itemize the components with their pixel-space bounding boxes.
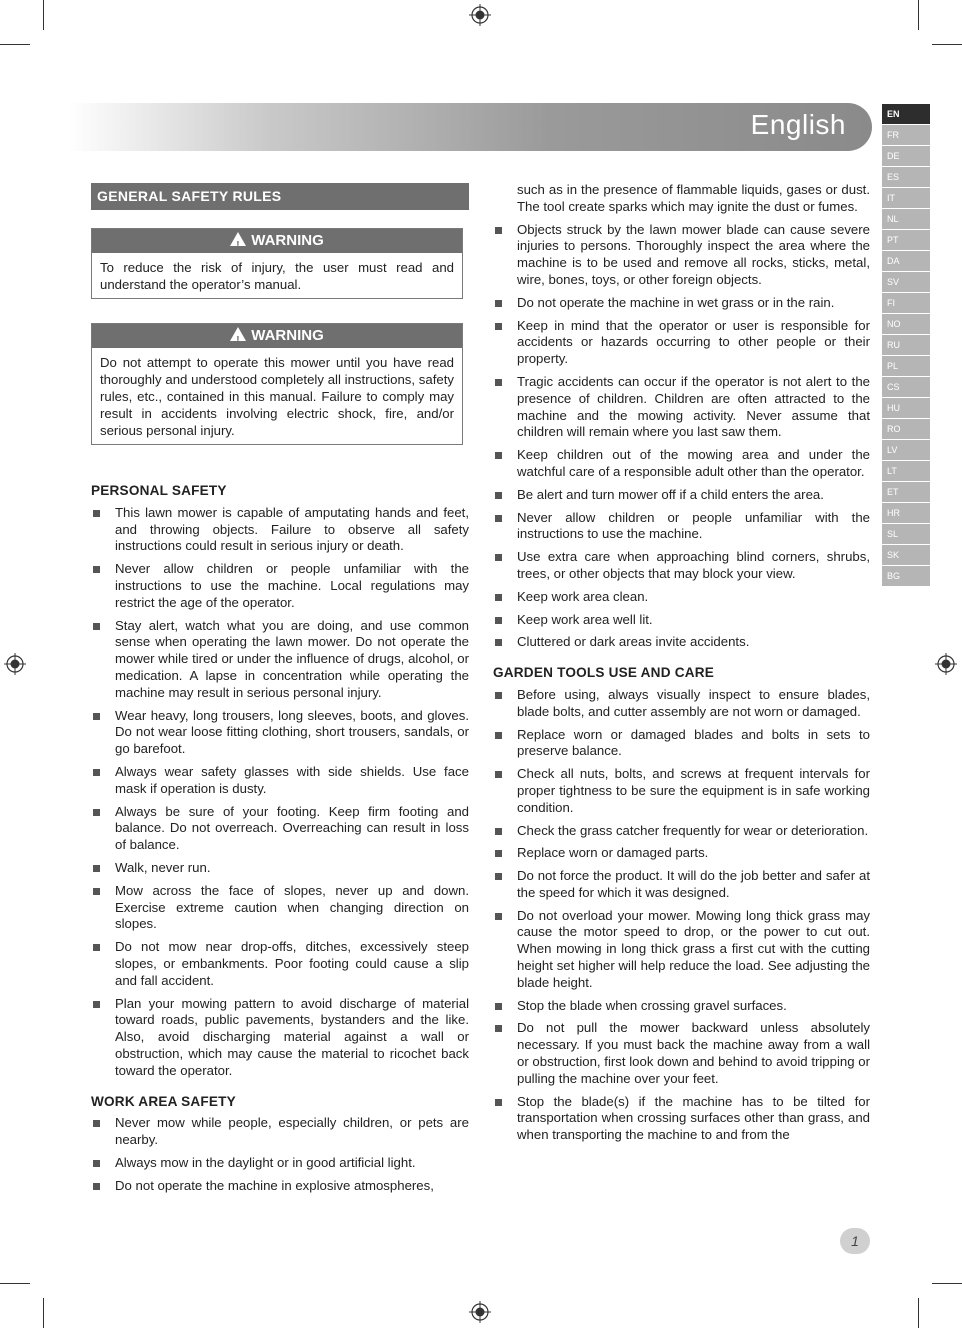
list-item: Keep children out of the mowing area and under the watchful care of a responsible adult other than the operator. xyxy=(493,447,870,481)
list-item: Keep work area well lit. xyxy=(493,612,870,629)
list-item: Do not force the product. It will do the job better and safer at the speed for which it was designed. xyxy=(493,868,870,902)
warning-triangle-icon xyxy=(230,327,246,341)
tab-lang-nl[interactable]: NL xyxy=(882,209,930,229)
list-item: Stop the blade(s) if the machine has to be tilted for transportation when crossing surfaces other than grass, and when transporting the machine to and from the xyxy=(493,1094,870,1144)
crop-mark xyxy=(0,44,30,45)
personal-safety-heading: PERSONAL SAFETY xyxy=(91,483,227,498)
crop-mark xyxy=(932,1283,962,1284)
list-item: Mow across the face of slopes, never up and down. Exercise extreme caution when changing direction on slopes. xyxy=(91,883,469,933)
list-item: Never allow children or people unfamiliar with the instructions to use the machine. Local regulations may restrict the age of the operator. xyxy=(91,561,469,611)
crop-mark xyxy=(932,44,962,45)
header-band xyxy=(68,103,872,151)
list-item: Plan your mowing pattern to avoid discharge of material toward roads, public pavements, bystanders and the like. Also, avoid discharging material against a wall or obstruction, which may cause the material to ricochet back toward the operator. xyxy=(91,996,469,1080)
registration-mark-icon xyxy=(935,653,957,675)
list-item: Wear heavy, long trousers, long sleeves, boots, and gloves. Do not wear loose fitting clothing, short trousers, sandals, or go barefoot. xyxy=(91,708,469,758)
warning-header xyxy=(92,324,462,348)
tab-lang-da[interactable]: DA xyxy=(882,251,930,271)
registration-mark-icon xyxy=(469,4,491,26)
tab-lang-pt[interactable]: PT xyxy=(882,230,930,250)
work-area-safety-list xyxy=(91,1115,469,1194)
list-item: Before using, always visually inspect to ensure blades, blade bolts, and cutter assembly are not worn or damaged. xyxy=(493,687,870,721)
list-item-continued: such as in the presence of flammable liquids, gases or dust. The tool create sparks which may ignite the dust or fumes. xyxy=(517,182,870,214)
tab-lang-it[interactable]: IT xyxy=(882,188,930,208)
warning-label: WARNING xyxy=(251,232,324,249)
registration-mark-icon xyxy=(469,1301,491,1323)
personal-safety-list xyxy=(91,505,469,1080)
crop-mark xyxy=(43,1298,44,1328)
warning-box xyxy=(91,228,463,299)
tab-lang-es[interactable]: ES xyxy=(882,167,930,187)
list-item: Do not pull the mower backward unless absolutely necessary. If you must back the machine away from a wall or obstruction, first look down and behind to avoid tripping or pulling the machine over your feet. xyxy=(493,1020,870,1087)
section-title: GENERAL SAFETY RULES xyxy=(91,183,469,210)
list-item: Cluttered or dark areas invite accidents. xyxy=(493,634,870,651)
work-area-safety-heading: WORK AREA SAFETY xyxy=(91,1093,236,1109)
tab-lang-de[interactable]: DE xyxy=(882,146,930,166)
crop-mark xyxy=(918,0,919,30)
tab-lang-sk[interactable]: SK xyxy=(882,545,930,565)
tab-lang-fi[interactable]: FI xyxy=(882,293,930,313)
list-item: Do not overload your mower. Mowing long thick grass may cause the motor speed to drop, or the power to cut out. When mowing in long thick grass a first cut with the cutting height set higher will help reduce the load. See adjusting the blade height. xyxy=(493,908,870,992)
list-item: Stop the blade when crossing gravel surfaces. xyxy=(493,998,870,1015)
list-item: Walk, never run. xyxy=(91,860,469,877)
tab-lang-lt[interactable]: LT xyxy=(882,461,930,481)
warning-triangle-icon xyxy=(230,232,246,246)
list-item: This lawn mower is capable of amputating hands and feet, and throwing objects. Failure to observe all safety instructions could result in serious injury or death. xyxy=(91,505,469,555)
left-column xyxy=(91,183,469,1200)
right-column xyxy=(493,182,870,1150)
list-item: Be alert and turn mower off if a child enters the area. xyxy=(493,487,870,504)
tab-lang-sv[interactable]: SV xyxy=(882,272,930,292)
tab-lang-ro[interactable]: RO xyxy=(882,419,930,439)
list-item: Do not operate the machine in explosive atmospheres, xyxy=(91,1178,469,1195)
crop-mark xyxy=(0,1283,30,1284)
registration-mark-icon xyxy=(4,653,26,675)
list-item: Always be sure of your footing. Keep firm footing and balance. Do not overreach. Overreaching can result in loss of balance. xyxy=(91,804,469,854)
list-item: Check the grass catcher frequently for wear or deterioration. xyxy=(493,823,870,840)
warning-text: Do not attempt to operate this mower until you have read thoroughly and understood completely all instructions, safety rules, etc., contained in this manual. Failure to comply may result in accidents involving electric shock, fire, and/or serious personal injury. xyxy=(100,355,454,438)
warning-text: To reduce the risk of injury, the user must read and understand the operator’s manual. xyxy=(100,260,454,292)
tab-lang-pl[interactable]: PL xyxy=(882,356,930,376)
tab-lang-hu[interactable]: HU xyxy=(882,398,930,418)
list-item: Never allow children or people unfamiliar with the instructions to use the machine. xyxy=(493,510,870,544)
garden-tools-list xyxy=(493,687,870,1144)
list-item: Do not mow near drop-offs, ditches, excessively steep slopes, or embankments. Poor footing could cause a slip and fall accident. xyxy=(91,939,469,989)
crop-mark xyxy=(918,1298,919,1328)
tab-lang-fr[interactable]: FR xyxy=(882,125,930,145)
list-item: Replace worn or damaged parts. xyxy=(493,845,870,862)
language-tabs xyxy=(882,104,930,587)
list-item: Check all nuts, bolts, and screws at frequent intervals for proper tightness to be sure the equipment is in safe working condition. xyxy=(493,766,870,816)
garden-tools-heading: GARDEN TOOLS USE AND CARE xyxy=(493,665,715,681)
work-area-safety-list-continued xyxy=(493,182,870,651)
list-item: Always mow in the daylight or in good artificial light. xyxy=(91,1155,469,1172)
list-item: Objects struck by the lawn mower blade can cause severe injuries to persons. Thoroughly inspect the area where the machine is to be used and remove all rocks, sticks, metal, wire, bones, toys, or other foreign objects. xyxy=(493,222,870,289)
tab-lang-bg[interactable]: BG xyxy=(882,566,930,586)
tab-lang-sl[interactable]: SL xyxy=(882,524,930,544)
list-item: Always wear safety glasses with side shields. Use face mask if operation is dusty. xyxy=(91,764,469,798)
tab-lang-lv[interactable]: LV xyxy=(882,440,930,460)
tab-lang-no[interactable]: NO xyxy=(882,314,930,334)
tab-lang-et[interactable]: ET xyxy=(882,482,930,502)
list-item: Never mow while people, especially children, or pets are nearby. xyxy=(91,1115,469,1149)
list-item: Tragic accidents can occur if the operator is not alert to the presence of children. Children are often attracted to the machine and the mowing activity. Never assume that children will remain where you last saw them. xyxy=(493,374,870,441)
list-item: Stay alert, watch what you are doing, and use common sense when operating the lawn mower. Do not operate the mower while tired or under the influence of drugs, alcohol, or medication. A lapse in concentration while operating the machine may result in serious personal injury. xyxy=(91,618,469,702)
tab-lang-en[interactable]: EN xyxy=(882,104,930,124)
list-item: Use extra care when approaching blind corners, shrubs, trees, or other objects that may block your view. xyxy=(493,549,870,583)
page-number: 1 xyxy=(840,1228,870,1254)
warning-header xyxy=(92,229,462,253)
tab-lang-ru[interactable]: RU xyxy=(882,335,930,355)
tab-lang-cs[interactable]: CS xyxy=(882,377,930,397)
list-item: Keep in mind that the operator or user is responsible for accidents or hazards occurring to other people or their property. xyxy=(493,318,870,368)
list-item: Do not operate the machine in wet grass or in the rain. xyxy=(493,295,870,312)
list-item: Replace worn or damaged blades and bolts in sets to preserve balance. xyxy=(493,727,870,761)
tab-lang-hr[interactable]: HR xyxy=(882,503,930,523)
list-item: Keep work area clean. xyxy=(493,589,870,606)
warning-label: WARNING xyxy=(251,327,324,344)
page-title: English xyxy=(750,109,846,140)
warning-box xyxy=(91,323,463,445)
crop-mark xyxy=(43,0,44,30)
